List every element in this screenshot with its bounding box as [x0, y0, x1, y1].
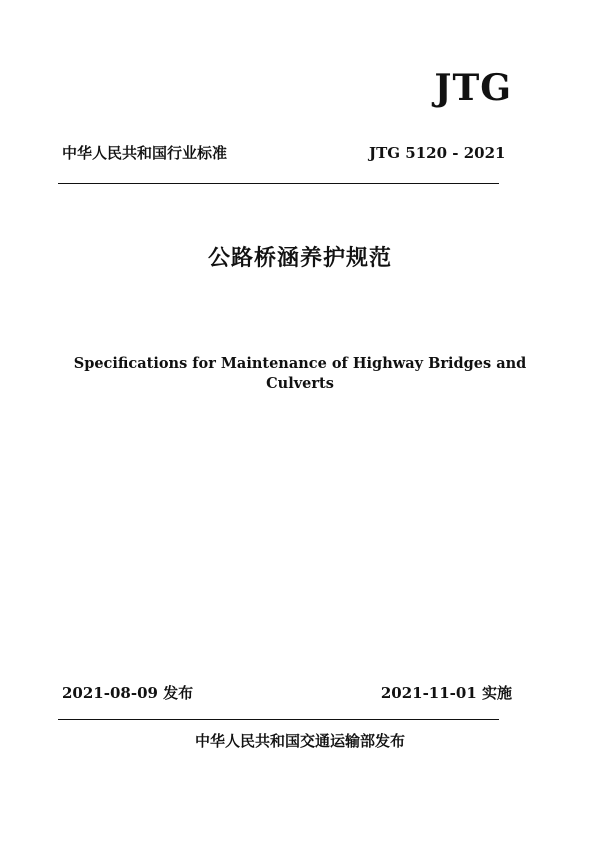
issue-date: 2021-08-09 发布 [62, 684, 194, 702]
standard-number: JTG 5120 - 2021 [369, 144, 506, 162]
jtg-logo: JTG [434, 67, 512, 109]
implementation-date: 2021-11-01 实施 [380, 684, 512, 702]
top-divider [58, 183, 499, 184]
publisher-label: 中华人民共和国交通运输部发布 [194, 732, 405, 750]
standard-type-label: 中华人民共和国行业标准 [62, 144, 228, 162]
chinese-title: 公路桥涵养护规范 [207, 246, 392, 271]
bottom-divider [58, 719, 499, 720]
english-title: Specifications for Maintenance of Highway Bridges and Culverts [73, 355, 527, 392]
